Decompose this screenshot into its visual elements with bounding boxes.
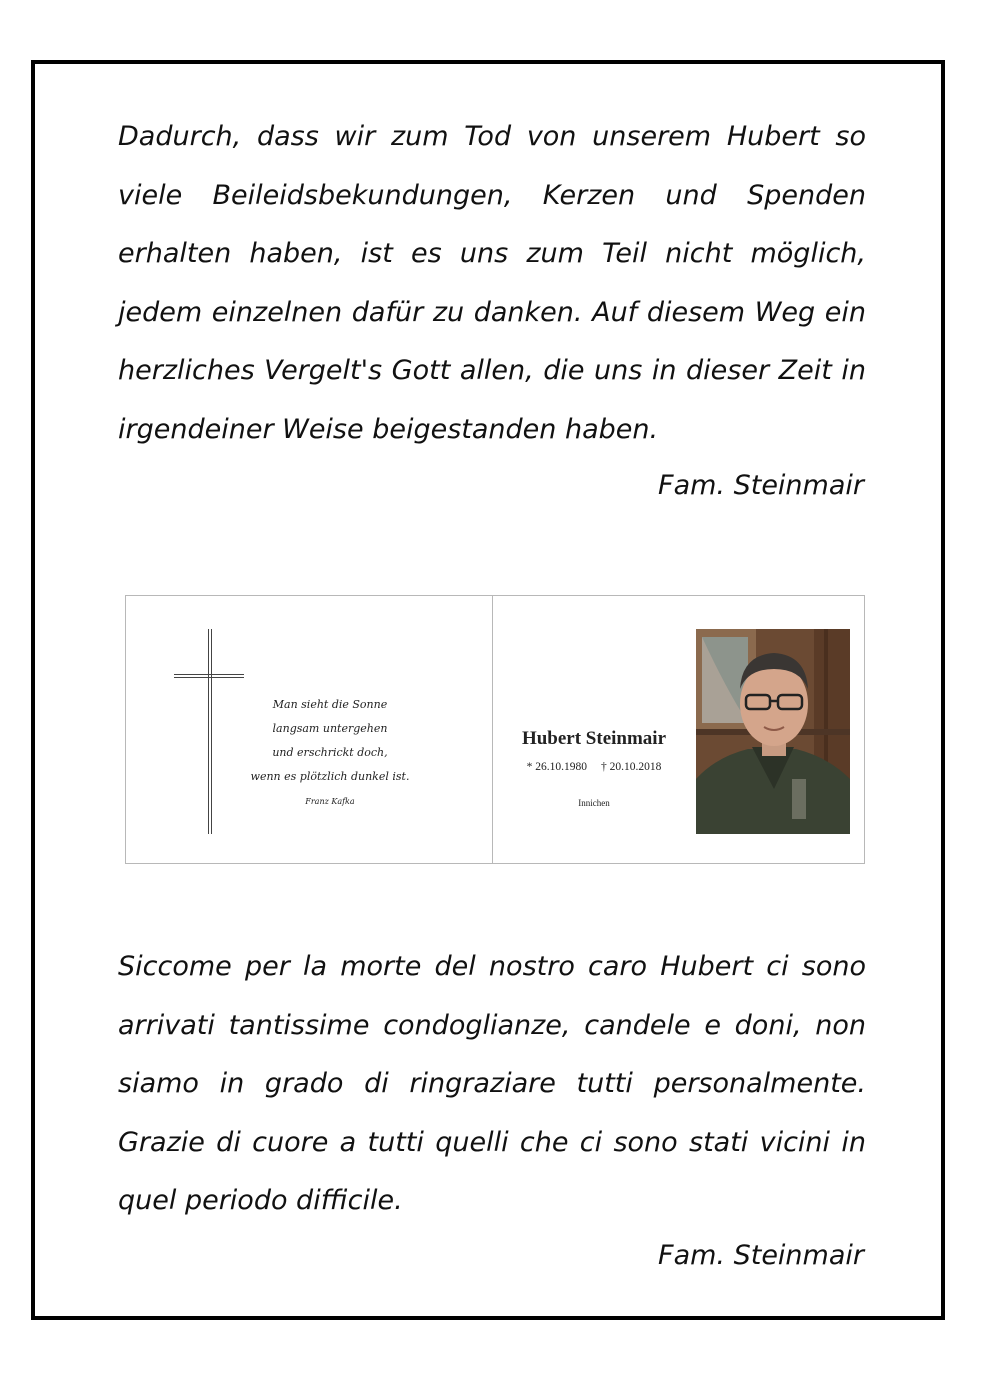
poem-line: langsam untergehen [272,722,388,735]
italian-signature: Fam. Steinmair [658,1240,864,1271]
card-fold-line [492,596,493,863]
poem-line: wenn es plötzlich dunkel ist. [250,770,410,783]
death-date: † 20.10.2018 [601,761,662,773]
birth-date: * 26.10.1980 [526,761,587,773]
deceased-name: Hubert Steinmair [521,728,667,749]
german-thank-you-text: Dadurch, dass wir zum Tod von unserem Hubert so viele Beileidsbekundungen, Kerzen und Spenden erhalten haben, ist es uns zum Teil nicht möglich, jedem einzelnen dafür zu danken. Auf diesem Weg ein herzliches Vergelt's Gott allen, die uns in dieser Zeit in irgendeiner Weise beigestanden haben. [118,121,866,445]
place-name: Innichen [578,798,610,808]
poem-author: Franz Kafka [305,797,355,806]
poem-line: Man sieht die Sonne [272,698,388,711]
german-signature: Fam. Steinmair [658,470,864,501]
portrait-photo [696,629,850,834]
poem-line: und erschrickt doch, [272,746,388,759]
italian-thank-you-text: Siccome per la morte del nostro caro Hubert ci sono arrivati tantissime condoglianze, candele e doni, non siamo in grado di ringraziare tutti personalmente. Grazie di cuore a tutti quelli che ci sono stati vicini in quel periodo difficile. [118,951,866,1216]
memorial-card [125,595,865,864]
memorial-poem [244,693,416,789]
life-dates [496,761,692,773]
